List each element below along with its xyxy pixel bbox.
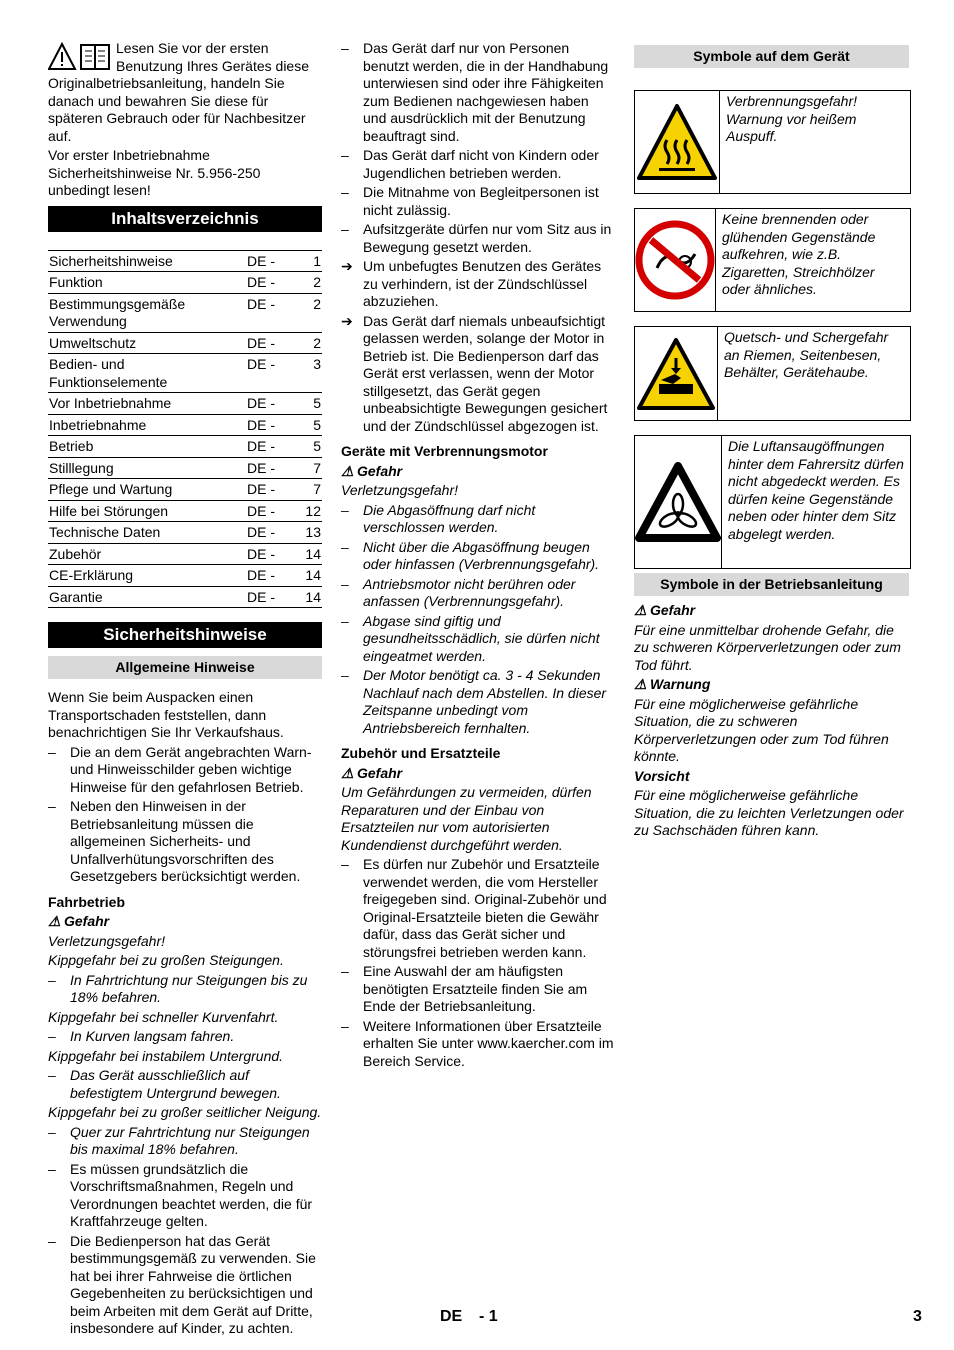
vorsicht-text: Für eine möglicherweise gefährliche Situation, die zu leichten Verletzungen oder zu Sachschäden führen kann. [634, 787, 904, 838]
toc-entry-lang: DE - [246, 543, 294, 565]
toc-entry-page: 7 [294, 479, 322, 501]
driving-heading: Fahrbetrieb [48, 893, 126, 910]
crush-hazard-icon [635, 327, 718, 420]
list-item: – Es müssen grundsätzlich die Vorschriftsmaßnahmen, Regeln und Verordnungen beachtet werden, die für Kraftfahrzeuge gelten. [48, 1160, 313, 1229]
toc-entry-page: 2 [294, 332, 322, 354]
toc-row [48, 293, 322, 332]
toc-entry-page: 12 [294, 500, 322, 522]
hot-surface-icon [635, 91, 720, 193]
warning-book-icon [48, 42, 112, 72]
list-item: – Der Motor benötigt ca. 3 - 4 Sekunden Nachlauf nach dem Abstellen. In dieser Zeitspanne unbedingt vom Antriebsbereich fernhalten. [341, 667, 607, 736]
symbol-row [634, 326, 911, 421]
list-item: – Eine Auswahl der am häufigsten benötigten Ersatzteile finden Sie am Ende der Betriebsanleitung. [341, 963, 588, 1014]
warnung-label: ⚠ Warnung [634, 676, 711, 692]
toc-entry-name: Pflege und Wartung [48, 479, 246, 501]
danger-label: ⚠ Gefahr [48, 913, 110, 929]
toc-entry-lang: DE - [246, 565, 294, 587]
tip-text: Kippgefahr bei instabilem Untergrund. [48, 1047, 284, 1064]
toc-entry-page: 14 [294, 543, 322, 565]
toc-entry-page: 2 [294, 293, 322, 332]
list-item: – Weitere Informationen über Ersatzteile erhalten Sie unter www.kaercher.com im Bereich Service. [341, 1017, 614, 1069]
general-text: Wenn Sie beim Auspacken einen Transportschaden feststellen, dann benachrichtigen Sie Ihr Verkaufshaus. [48, 689, 284, 740]
risk-text: Verletzungsgefahr! [341, 482, 458, 498]
warning-triangle-icon: ⚠ [634, 602, 647, 618]
manual-symbols-heading: Symbole in der Betriebsanleitung [634, 573, 909, 596]
toc-entry-lang: DE - [246, 332, 294, 354]
symbol-text: Die Luftansaugöffnungen hinter dem Fahrersitz dürfen nicht abgedeckt werden. Es dürfen keine Gegenstände neben oder hinter dem Sitz abgelegt werden. [728, 438, 904, 542]
risk-text: Verletzungsgefahr! [48, 932, 165, 949]
toc-entry-page: 5 [294, 393, 322, 415]
arrow-icon: ➔ [341, 258, 353, 274]
safety-heading: Sicherheitshinweise [48, 622, 322, 648]
tip-text: Kippgefahr bei zu großer seitlicher Neigung. [48, 1104, 322, 1120]
toc-entry-name: Zubehör [48, 543, 246, 565]
toc-row [48, 414, 322, 436]
toc-entry-page: 5 [294, 414, 322, 436]
warning-triangle-icon: ⚠ [341, 764, 354, 781]
arrow-item: ➔ Das Gerät darf niemals unbeaufsichtigt gelassen werden, solange der Motor in Betrieb ist. Die Bedienperson darf das Gerät erst verlassen, wenn der Motor stillgesetzt, das Gerät gegen unbeabsichtigte Bewegungen gesichert und der Zündschlüssel abgezogen ist. [341, 312, 608, 434]
arrow-item: ➔ Um unbefugtes Benutzen des Gerätes zu verhindern, ist der Zündschlüssel abzuziehen. [341, 258, 602, 309]
parts-text: Um Gefährdungen zu vermeiden, dürfen Reparaturen und der Einbau von Ersatzteilen nur vom autorisierten Kundendienst durchgeführt werden. [341, 784, 592, 853]
parts-heading: Zubehör und Ersatzteile [341, 745, 501, 761]
warning-triangle-icon: ⚠ [341, 462, 354, 479]
toc-row [48, 272, 322, 294]
footer-lang: DE [440, 1308, 463, 1325]
column-left [48, 40, 322, 1340]
list-item: – Die Mitnahme von Begleitpersonen ist nicht zulässig. [341, 184, 599, 218]
toc-entry-lang: DE - [246, 354, 294, 393]
toc-entry-name: Technische Daten [48, 522, 246, 544]
list-item: – Aufsitzgeräte dürfen nur vom Sitz aus in Bewegung gesetzt werden. [341, 221, 612, 255]
warning-triangle-icon: ⚠ [48, 913, 61, 929]
toc-row [48, 354, 322, 393]
list-item: – Das Gerät darf nur von Personen benutzt werden, die in der Handhabung unterwiesen sind oder ihre Fähigkeiten zum Bedienen nachgewiesen haben und ausdrücklich mit der Benutzung beauftragt sind. [341, 40, 609, 144]
toc-row [48, 586, 322, 608]
tip-text: Kippgefahr bei zu großen Steigungen. [48, 952, 284, 968]
toc-entry-page: 14 [294, 586, 322, 608]
list-item: – Die an dem Gerät angebrachten Warn- und Hinweisschilder geben wichtige Hinweise für den gefahrlosen Betrieb. [48, 743, 312, 795]
toc-row [48, 522, 322, 544]
danger-label: ⚠ Gefahr [341, 764, 403, 781]
list-item: – Neben den Hinweisen in der Betriebsanleitung müssen die allgemeinen Sicherheits- und Unfallverhütungsvorschriften des Gesetzgebers berücksichtigt werden. [48, 798, 301, 884]
toc-entry-lang: DE - [246, 457, 294, 479]
toc-entry-lang: DE - [246, 414, 294, 436]
toc-row [48, 565, 322, 587]
page-number: 3 [913, 1308, 922, 1325]
column-middle [341, 40, 615, 1072]
toc-row [48, 543, 322, 565]
list-item: – Nicht über die Abgasöffnung beugen oder hinfassen (Verbrennungsgefahr). [341, 538, 600, 572]
toc-entry-page: 5 [294, 436, 322, 458]
gefahr-text: Für eine unmittelbar drohende Gefahr, die zu schweren Körperverletzungen oder zum Tod führt. [634, 621, 901, 673]
tip-text: Kippgefahr bei schneller Kurvenfahrt. [48, 1008, 279, 1025]
symbol-row [634, 208, 911, 312]
toc-table [48, 250, 322, 609]
symbol-text: Keine brennenden oder glühenden Gegenstände aufkehren, wie z.B. Zigaretten, Streichhölzer oder ähnliches. [722, 211, 876, 297]
warning-triangle-icon: ⚠ [634, 676, 647, 692]
footer-section: - 1 [479, 1308, 498, 1325]
no-burning-objects-icon [635, 209, 716, 311]
toc-entry-lang: DE - [246, 293, 294, 332]
list-item: – Die Bedienperson hat das Gerät bestimmungsgemäß zu verwenden. Sie hat bei ihrer Fahrweise die örtlichen Gegebenheiten zu berücksichtigen und beim Arbeiten mit dem Gerät auf Dritte, insbesondere auf Kinder, zu achten. [48, 1232, 316, 1336]
toc-heading: Inhaltsverzeichnis [48, 206, 322, 232]
toc-entry-name: Stilllegung [48, 457, 246, 479]
toc-entry-lang: DE - [246, 393, 294, 415]
symbol-row [634, 90, 911, 194]
toc-entry-page: 1 [294, 250, 322, 272]
list-item: – Das Gerät darf nicht von Kindern oder Jugendlichen betrieben werden. [341, 147, 599, 181]
symbol-text: Quetsch- und Schergefahr an Riemen, Seitenbesen, Behälter, Gerätehaube. [724, 329, 889, 380]
toc-row [48, 393, 322, 415]
toc-entry-lang: DE - [246, 586, 294, 608]
toc-entry-name: Sicherheitshinweise [48, 250, 246, 272]
toc-entry-name: Umweltschutz [48, 332, 246, 354]
list-item: – Abgase sind giftig und gesundheitsschädlich, sie dürfen nicht eingeatmet werden. [341, 612, 600, 664]
toc-entry-name: CE-Erklärung [48, 565, 246, 587]
toc-entry-lang: DE - [246, 250, 294, 272]
symbol-row [634, 435, 911, 569]
vorsicht-label: Vorsicht [634, 767, 690, 784]
toc-entry-name: Funktion [48, 272, 246, 294]
toc-entry-name: Vor Inbetriebnahme [48, 393, 246, 415]
list-item: – Es dürfen nur Zubehör und Ersatzteile verwendet werden, die vom Hersteller freigegeben sind. Original-Zubehör und Original-Ersatzteile bieten die Gewähr dafür, dass das Gerät sicher und störungsfrei betrieben werden kann. [341, 856, 607, 960]
fan-warning-icon [635, 436, 722, 568]
toc-row [48, 479, 322, 501]
toc-row [48, 457, 322, 479]
device-symbols-heading: Symbole auf dem Gerät [634, 45, 909, 68]
intro-text-2: Vor erster Inbetriebnahme Sicherheitshinweise Nr. 5.956-250 unbedingt lesen! [48, 147, 261, 198]
engine-heading: Geräte mit Verbrennungsmotor [341, 443, 548, 459]
intro-text: Lesen Sie vor der ersten Benutzung Ihres Gerätes diese Originalbetriebsanleitung, handeln Sie danach und bewahren Sie diese für späteren Gebrauch oder für Nachbesitzer auf. [48, 40, 310, 144]
gefahr-label: ⚠ Gefahr [634, 602, 696, 618]
toc-entry-page: 13 [294, 522, 322, 544]
column-right [634, 40, 909, 842]
toc-row [48, 436, 322, 458]
toc-entry-lang: DE - [246, 272, 294, 294]
toc-entry-name: Hilfe bei Störungen [48, 500, 246, 522]
toc-row [48, 332, 322, 354]
toc-entry-page: 7 [294, 457, 322, 479]
toc-entry-lang: DE - [246, 436, 294, 458]
list-item: – In Kurven langsam fahren. [48, 1028, 235, 1044]
toc-entry-lang: DE - [246, 522, 294, 544]
list-item: – Das Gerät ausschließlich auf befestigtem Untergrund bewegen. [48, 1067, 281, 1101]
list-item: – Antriebsmotor nicht berühren oder anfassen (Verbrennungsgefahr). [341, 575, 576, 609]
list-item: – Quer zur Fahrtrichtung nur Steigungen bis maximal 18% befahren. [48, 1123, 310, 1157]
toc-entry-lang: DE - [246, 479, 294, 501]
toc-entry-page: 2 [294, 272, 322, 294]
general-heading: Allgemeine Hinweise [48, 656, 322, 679]
list-item: – Die Abgasöffnung darf nicht verschlossen werden. [341, 501, 536, 535]
toc-entry-page: 14 [294, 565, 322, 587]
list-item: – In Fahrtrichtung nur Steigungen bis zu 18% befahren. [48, 971, 308, 1005]
toc-entry-lang: DE - [246, 500, 294, 522]
toc-entry-name: Inbetriebnahme [48, 414, 246, 436]
arrow-icon: ➔ [341, 312, 353, 329]
toc-entry-name: Garantie [48, 586, 246, 608]
toc-row [48, 500, 322, 522]
toc-entry-page: 3 [294, 354, 322, 393]
toc-entry-name: Bestimmungsgemäße Verwendung [48, 293, 246, 332]
toc-entry-name: Bedien- und Funktionselemente [48, 354, 246, 393]
intro-block [48, 40, 322, 200]
warnung-text: Für eine möglicherweise gefährliche Situation, die zu schweren Körperverletzungen oder zum Tod führen könnte. [634, 695, 889, 764]
danger-label: ⚠ Gefahr [341, 462, 403, 479]
toc-row [48, 250, 322, 272]
symbol-text: Verbrennungsgefahr! Warnung vor heißem Auspuff. [726, 93, 858, 144]
toc-entry-name: Betrieb [48, 436, 246, 458]
